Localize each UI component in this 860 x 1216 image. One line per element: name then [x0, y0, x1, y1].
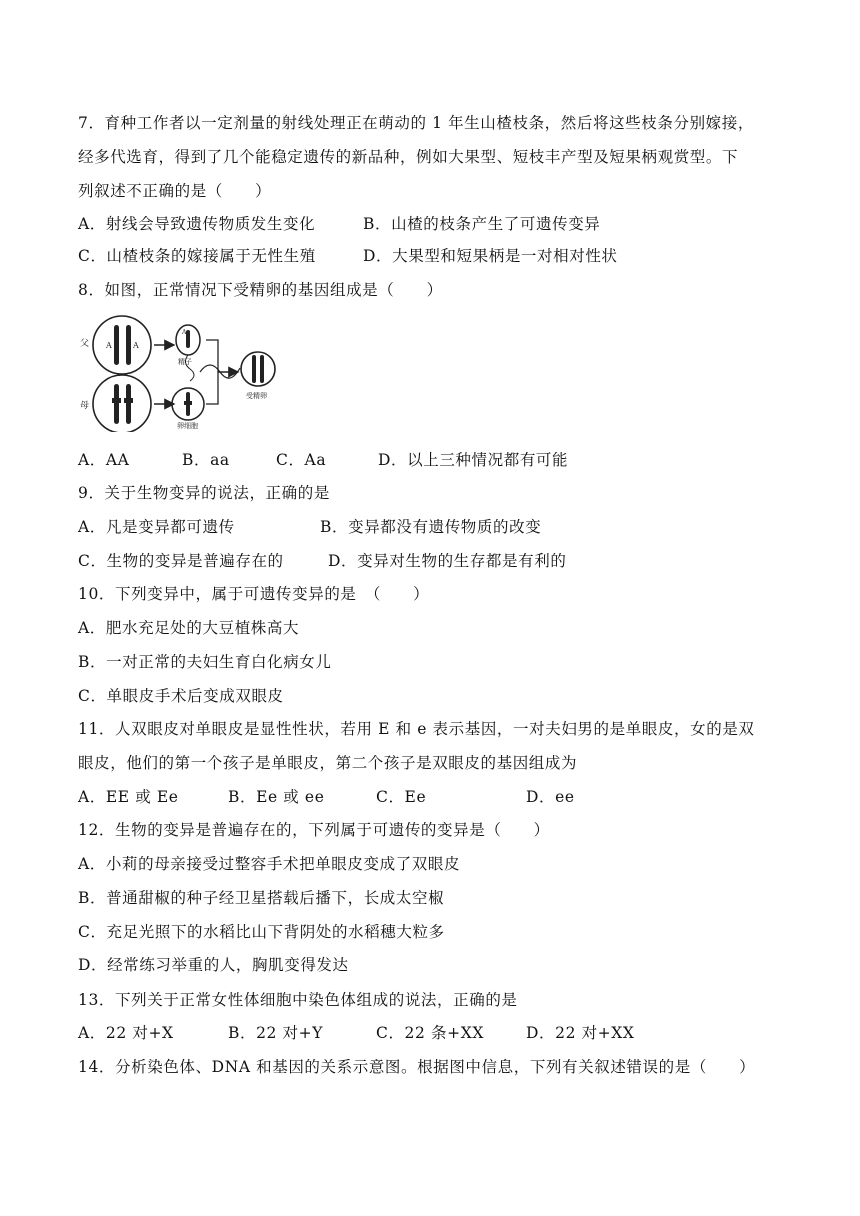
q8-option-a: A．AA	[78, 451, 130, 469]
father-allele-1: A	[106, 341, 112, 350]
q7-stem-line2: 经多代选育，得到了几个能稳定遗传的新品种，例如大果型、短枝丰产型及短果柄观赏型。下	[78, 148, 739, 166]
father-label: 父	[80, 339, 90, 349]
mother-cell	[93, 375, 151, 432]
sperm-cell	[176, 325, 200, 381]
q12-option-d: D．经常练习举重的人，胸肌变得发达	[78, 956, 349, 974]
q7-stem-line3: 列叙述不正确的是（ ）	[78, 182, 272, 200]
father-allele-2: A	[133, 341, 139, 350]
zygote-label: 受精卵	[246, 392, 267, 400]
egg-cell	[172, 388, 204, 430]
q12-option-c: C．充足光照下的水稻比山下背阴处的水稻穗大粒多	[78, 923, 445, 941]
q9-option-d: D．变异对生物的生存都是有利的	[328, 552, 567, 570]
q14-stem: 14．分析染色体、DNA 和基因的关系示意图。根据图中信息，下列有关叙述错误的是（ ）	[78, 1058, 756, 1076]
q7-option-d: D．大果型和短果柄是一对相对性状	[363, 247, 618, 265]
q11-stem-line1: 11．人双眼皮对单眼皮是显性性状，若用 E 和 e 表示基因，一对夫妇男的是单眼皮，女的是双	[78, 720, 755, 738]
fertilization-diagram	[78, 312, 328, 432]
q11-option-d: D．ee	[526, 788, 575, 806]
q8-option-c: C．Aa	[276, 451, 327, 469]
q11-option-b: B．Ee 或 ee	[228, 788, 325, 806]
q7-option-c: C．山楂枝条的嫁接属于无性生殖	[78, 247, 316, 265]
q10-option-a: A．肥水充足处的大豆植株高大	[78, 619, 300, 637]
q13-option-c: C．22 条+XX	[376, 1024, 484, 1042]
q9-stem: 9．关于生物变异的说法，正确的是	[78, 484, 330, 502]
q8-option-d: D．以上三种情况都有可能	[378, 451, 569, 469]
q12-stem: 12．生物的变异是普遍存在的，下列属于可遗传的变异是（ ）	[78, 821, 550, 839]
q7-option-b: B．山楂的枝条产生了可遗传变异	[363, 215, 601, 233]
mother-label: 母	[80, 401, 90, 411]
q13-stem: 13．下列关于正常女性体细胞中染色体组成的说法，正确的是	[78, 991, 518, 1009]
q11-option-c: C．Ee	[376, 788, 427, 806]
q12-option-a: A．小莉的母亲接受过整容手术把单眼皮变成了双眼皮	[78, 855, 461, 873]
q13-option-b: B．22 对+Y	[228, 1024, 324, 1042]
q9-option-a: A．凡是变异都可遗传	[78, 518, 235, 536]
q10-option-b: B．一对正常的夫妇生育白化病女儿	[78, 653, 332, 671]
q13-option-d: D．22 对+XX	[526, 1024, 635, 1042]
q7-stem-line1: 7．育种工作者以一定剂量的射线处理正在萌动的 1 年生山楂枝条，然后将这些枝条分别嫁接，	[78, 114, 754, 132]
q10-option-c: C．单眼皮手术后变成双眼皮	[78, 687, 284, 705]
sperm-label: 精子	[178, 358, 192, 366]
zygote-cell	[241, 352, 275, 400]
q13-option-a: A．22 对+X	[78, 1024, 174, 1042]
q12-option-b: B．普通甜椒的种子经卫星搭载后播下，长成太空椒	[78, 889, 445, 907]
q9-option-c: C．生物的变异是普遍存在的	[78, 552, 284, 570]
q8-stem: 8．如图，正常情况下受精卵的基因组成是（ ）	[78, 281, 443, 299]
father-cell	[93, 316, 151, 374]
q11-option-a: A．EE 或 Ee	[78, 788, 179, 806]
q9-option-b: B．变异都没有遗传物质的改变	[320, 518, 542, 536]
q11-stem-line2: 眼皮，他们的第一个孩子是单眼皮，第二个孩子是双眼皮的基因组成为	[78, 754, 578, 772]
fertilization-svg	[78, 312, 328, 432]
egg-label: 卵细胞	[177, 422, 198, 430]
sperm-allele: A	[182, 329, 187, 336]
q10-stem: 10．下列变异中，属于可遗传变异的是 （ ）	[78, 585, 430, 603]
q7-option-a: A．射线会导致遗传物质发生变化	[78, 215, 316, 233]
q8-option-b: B．aa	[182, 451, 230, 469]
